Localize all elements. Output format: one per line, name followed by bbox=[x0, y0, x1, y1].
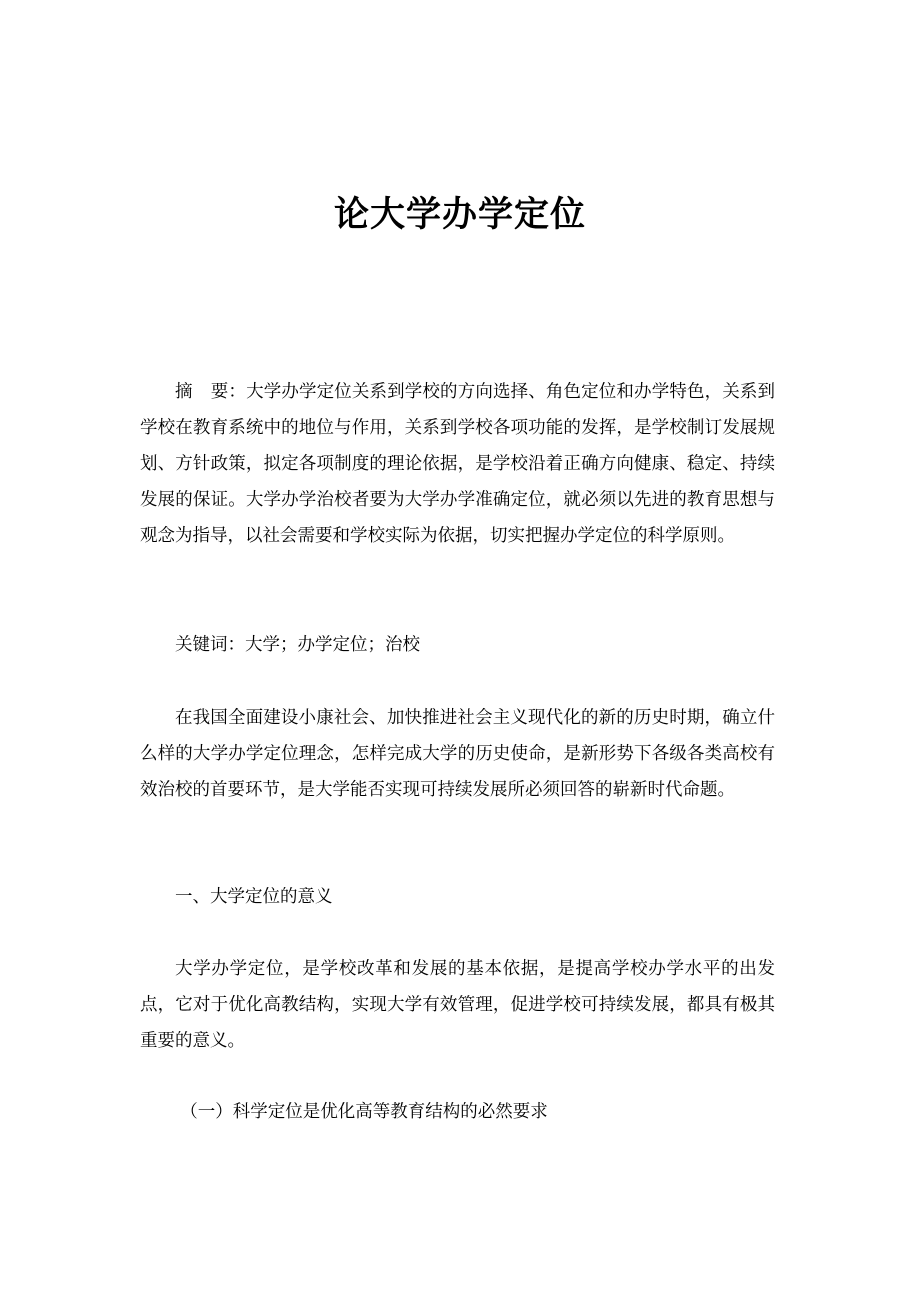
document-title: 论大学办学定位 bbox=[333, 194, 586, 235]
section-heading: 一、大学定位的意义 bbox=[175, 887, 333, 907]
intro-paragraph: 在我国全面建设小康社会、加快推进社会主义现代化的新的历史时期，确立什么样的大学办学定位理念，怎样完成大学的历史使命，是新形势下各级各类高校有效治校的首要环节，是大学能否实现可持续发展所必须回答的崭新时代命题。 bbox=[140, 708, 775, 800]
abstract-text: 大学办学定位关系到学校的方向选择、角色定位和办学特色，关系到学校在教育系统中的地位与作用，关系到学校各项功能的发挥，是学校制订发展规划、方针政策，拟定各项制度的理论依据，是学校沿着正确方向健康、稳定、持续发展的保证。大学办学治校者要为大学办学准确定位，就必须以先进的教育思想与观念为指导，以社会需要和学校实际为依据，切实把握办学定位的科学原则。 bbox=[140, 382, 776, 546]
section-body-paragraph: 大学办学定位，是学校改革和发展的基本依据，是提高学校办学水平的出发点，它对于优化高教结构，实现大学有效管理，促进学校可持续发展，都具有极其重要的意义。 bbox=[140, 959, 775, 1051]
abstract-label-part1: 摘 bbox=[175, 382, 193, 402]
abstract-paragraph bbox=[140, 374, 775, 554]
keywords-paragraph: 关键词：大学；办学定位；治校 bbox=[175, 635, 420, 655]
abstract-label-part2: 要： bbox=[210, 382, 247, 402]
subsection-heading: （一）科学定位是优化高等教育结构的必然要求 bbox=[180, 1102, 548, 1122]
